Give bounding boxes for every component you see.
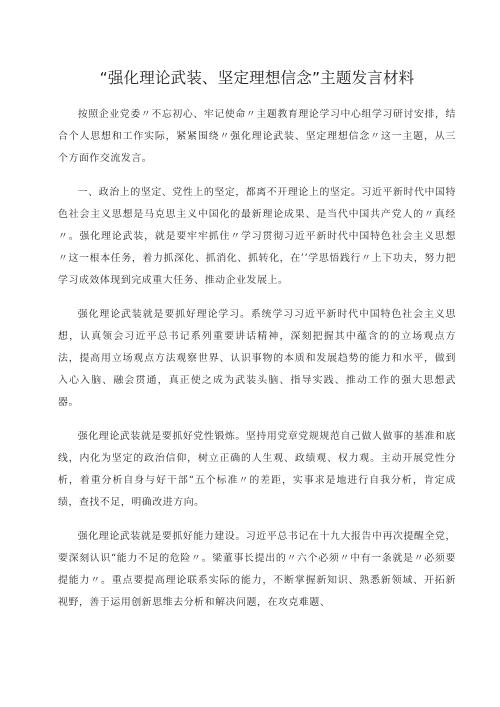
paragraph-party-spirit: 强化理论武装就是要抓好党性锻炼。坚持用党章党规规范自己做人做事的基准和底线，内化为坚定的政治信仰，树立正确的人生观、政绩观、权力观。主动开展党性分析，着重分析自身与好干部“五个标准〃的差距，实事求是地进行自我分析，肯定成绩，查找不足，明确改进方向。 <box>58 431 456 508</box>
paragraph-capability-building: 强化理论武装就是要抓好能力建设。习近平总书记在十九大报告中再次提醒全党，要深刻认识“能力不足的危险〃。梁董事长提出的〃六个必须〃中有一条就是〃必须要提能力〃。重点要提高理论联系实际的能力，不断掌握新知识、熟悉新领域、开拓新视野，善于运用创新思维去分析和解决问题，在攻克难题、 <box>58 531 456 608</box>
document-body <box>58 104 456 614</box>
paragraph-section-one: 一、政治上的坚定、党性上的坚定，都离不开理论上的坚定。习近平新时代中国特色社会主义思想是马克思主义中国化的最新理论成果、是当代中国共产党人的〃真经〃。强化理论武装，就是要牢牢抓住〃学习贯彻习近平新时代中国特色社会主义思想〃这一根本任务，着力抓深化、抓消化、抓转化，在’’学思悟践行〃上下功夫，努力把学习成效体现到完成重大任务、推动企业发展上。 <box>58 187 456 286</box>
paragraph-intro: 按照企业党委〃不忘初心、牢记使命〃主题教育理论学习中心组学习研讨安排，结合个人思想和工作实际，紧紧围绕〃强化理论武装、坚定理想信念〃这一主题，从三个方面作交流发言。 <box>58 109 456 164</box>
document-title: “强化理论武装、坚定理想信念”主题发言材料 <box>99 69 415 87</box>
paragraph-theory-study: 强化理论武装就是要抓好理论学习。系统学习习近平新时代中国特色社会主义思想，认真领会习近平总书记系列重要讲话精神，深刻把握其中蕴含的的立场观点方法，提高用立场观点方法观察世界、认识事物的本质和发展趋势的能力和水平，做到入心入脑、融会贯通，真正使之成为武装头脑、指导实践、推动工作的强大思想武器。 <box>58 309 456 408</box>
